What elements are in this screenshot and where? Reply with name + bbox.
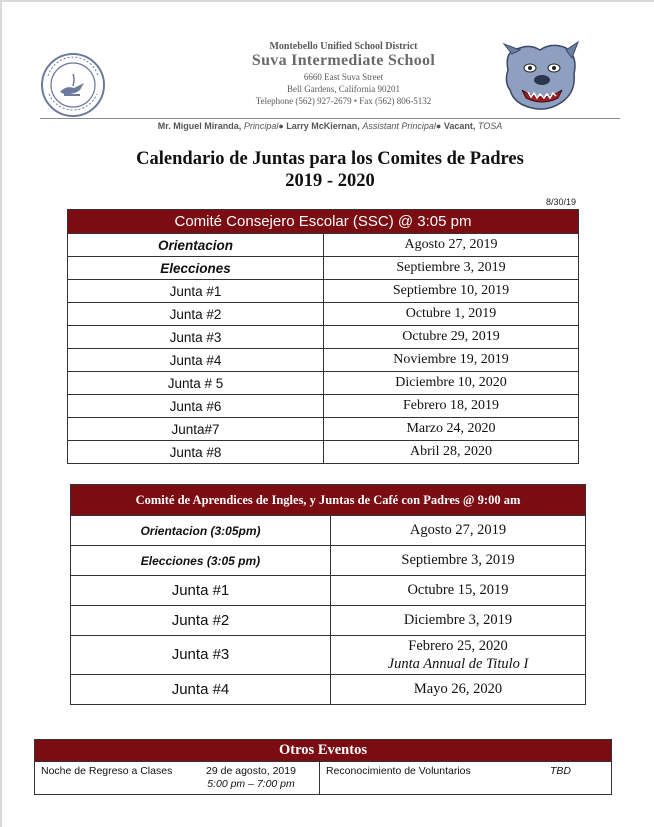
ssc-meetings-table <box>67 209 579 464</box>
page-title <box>40 148 620 192</box>
event-date: Diciembre 10, 2020 <box>324 372 579 395</box>
event-name: Junta#7 <box>68 418 324 441</box>
page-border <box>0 0 654 2</box>
school-name: Suva Intermediate School <box>251 52 436 69</box>
event-date-cell <box>330 636 585 675</box>
table-row <box>35 762 612 795</box>
page-border <box>0 0 2 827</box>
event-name: Junta #6 <box>68 395 324 418</box>
principal-role: Principal <box>243 121 279 131</box>
event-time: 5:00 pm – 7:00 pm <box>207 778 295 790</box>
elac-table-heading: Comité de Aprendices de Ingles, y Juntas de Café con Padres @ 9:00 am <box>71 485 586 516</box>
event-name: Elecciones <box>68 257 324 280</box>
event-name: Junta #2 <box>68 303 324 326</box>
event-date: Octubre 1, 2019 <box>324 303 579 326</box>
table-row <box>68 349 579 372</box>
event-name: Noche de Regreso a Clases <box>41 765 173 777</box>
table-row <box>71 675 586 705</box>
table-row <box>68 418 579 441</box>
event-date: Septiembre 3, 2019 <box>330 546 585 576</box>
title-line-1: Calendario de Juntas para los Comites de Padres <box>136 149 524 169</box>
header-divider <box>40 118 620 119</box>
principal-name: Mr. Miguel Miranda, <box>157 121 242 131</box>
event-date: Septiembre 3, 2019 <box>324 257 579 280</box>
event-date: Febrero 18, 2019 <box>324 395 579 418</box>
table-row <box>68 372 579 395</box>
event-name: Junta #8 <box>68 441 324 464</box>
table-row <box>68 326 579 349</box>
elac-meetings-table <box>70 484 586 705</box>
event-date: Marzo 24, 2020 <box>324 418 579 441</box>
school-address-city: Bell Gardens, California 90201 <box>287 84 400 94</box>
event-name: Orientacion (3:05pm) <box>71 516 331 546</box>
event-name: Junta # 5 <box>68 372 324 395</box>
table-row <box>68 234 579 257</box>
tosa-role: TOSA <box>477 121 503 131</box>
table-row <box>71 576 586 606</box>
event-date: Febrero 25, 2020 <box>408 638 508 654</box>
event-name: Junta #4 <box>68 349 324 372</box>
table-row <box>71 636 586 675</box>
school-address-street: 6660 East Suva Street <box>303 72 384 82</box>
table-row <box>68 395 579 418</box>
event-date: TBD <box>550 765 571 777</box>
table-row <box>71 546 586 576</box>
school-phone-fax: Telephone (562) 927-2679 • Fax (562) 806-5132 <box>255 96 432 106</box>
bullet-separator: ● <box>278 121 284 131</box>
event-date: Diciembre 3, 2019 <box>330 606 585 636</box>
assistant-principal-role: Assistant Principal <box>362 121 436 131</box>
bulldog-mascot-icon <box>500 40 580 112</box>
event-name: Junta #1 <box>68 280 324 303</box>
event-date: 29 de agosto, 2019 <box>206 765 296 777</box>
table-row <box>71 516 586 546</box>
event-name: Junta #2 <box>71 606 331 636</box>
event-date: Mayo 26, 2020 <box>330 675 585 705</box>
event-name: Elecciones (3:05 pm) <box>71 546 331 576</box>
school-seal-lamp-icon <box>40 52 106 118</box>
title-line-2: 2019 - 2020 <box>285 171 375 191</box>
event-name: Junta #4 <box>71 675 331 705</box>
event-date: Noviembre 19, 2019 <box>324 349 579 372</box>
other-events-table <box>34 739 612 795</box>
volunteer-recognition-cell <box>320 762 612 795</box>
other-events-heading: Otros Eventos <box>35 740 612 762</box>
event-name: Reconocimiento de Voluntarios <box>326 765 471 777</box>
event-date: Abril 28, 2020 <box>324 441 579 464</box>
staff-line <box>40 121 620 131</box>
event-name: Junta #3 <box>71 636 331 675</box>
event-date: Octubre 15, 2019 <box>330 576 585 606</box>
table-row <box>68 303 579 326</box>
event-date: Agosto 27, 2019 <box>330 516 585 546</box>
table-row <box>68 280 579 303</box>
table-row <box>71 606 586 636</box>
ssc-table-heading: Comité Consejero Escolar (SSC) @ 3:05 pm <box>68 210 579 234</box>
bullet-separator: ● <box>435 121 442 131</box>
table-row <box>68 441 579 464</box>
assistant-principal-name: Larry McKiernan, <box>286 121 360 131</box>
document-date: 8/30/19 <box>545 197 576 207</box>
table-row <box>68 257 579 280</box>
event-name: Orientacion <box>68 234 324 257</box>
back-to-school-cell <box>35 762 320 795</box>
event-date: Octubre 29, 2019 <box>324 326 579 349</box>
event-name: Junta #1 <box>71 576 331 606</box>
district-name: Montebello Unified School District <box>269 41 418 52</box>
event-name: Junta #3 <box>68 326 324 349</box>
event-date: Septiembre 10, 2019 <box>324 280 579 303</box>
event-note: Junta Annual de Titulo I <box>387 656 529 672</box>
event-date: Agosto 27, 2019 <box>324 234 579 257</box>
tosa-name: Vacant, <box>443 121 476 131</box>
